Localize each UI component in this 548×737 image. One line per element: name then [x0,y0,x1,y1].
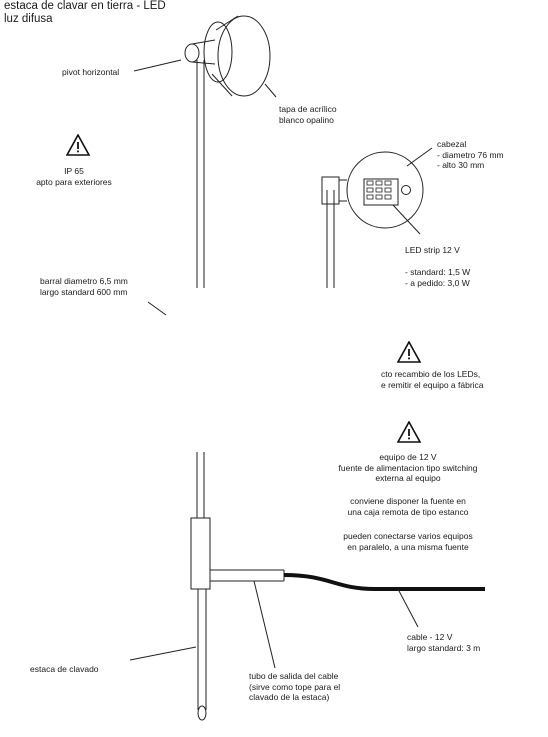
label-pivot: pivot horizontal [62,67,120,77]
label-cable: cable - 12 V largo standard: 3 m [407,632,481,653]
label-paralelo: pueden conectarse varios equipos en paralelo, a una misma fuente [343,531,473,552]
label-led-strip: LED strip 12 V [405,245,460,255]
label-tapa: tapa de acrílico blanco opalino [279,104,337,125]
label-estaca: estaca de clavado [30,664,99,674]
page-title: estaca de clavar en tierra - LED luz difusa [4,0,166,25]
warning-icon [397,421,421,443]
label-fuente: conviene disponer la fuente en una caja remota de tipo estanco [347,496,469,517]
label-power: - standard: 1,5 W - a pedido: 3,0 W [405,267,471,288]
label-ip65: IP 65 apto para exteriores [36,166,112,187]
warning-icon [66,134,90,156]
label-recambio: cto recambio de los LEDs, e remitir el equipo a fábrica [381,369,484,390]
label-equipo: equipo de 12 V fuente de alimentacion tipo switching externa al equipo [338,452,478,483]
label-tubo: tubo de salida del cable (sirve como tope para el clavado de la estaca) [249,671,341,702]
label-cabezal: cabezal - diametro 76 mm - alto 30 mm [437,139,504,170]
label-barral: barral diametro 6,5 mm largo standard 600 mm [40,276,128,297]
luminaire-head-side [185,16,270,288]
warning-icon [397,341,421,363]
